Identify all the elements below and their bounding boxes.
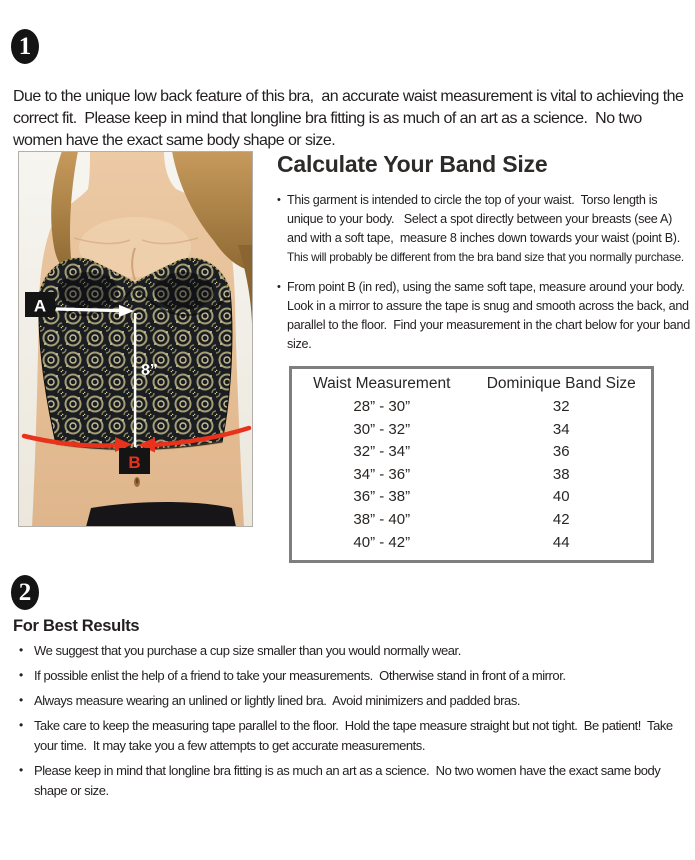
model-photo-illustration [18,151,253,527]
measurement-photo [18,151,253,527]
band-size-chart [289,366,654,563]
step-2-number: 2 [18,578,32,606]
waist-value: 40” - 42” [353,533,411,551]
tip-item [19,641,682,661]
tip-text: Take care to keep the measuring tape parallel to the floor. Hold the tape measure straight but not tight. Be patient! Take your time. It may take you a few attempts to get accurate measurements. [34,718,676,753]
waist-column-header: Waist Measurement [313,375,451,392]
step-1-badge [11,29,39,64]
band-size-instructions [277,191,694,354]
chart-header-row [291,368,653,397]
band-value: 34 [552,420,570,438]
chart-row [291,419,653,442]
intro-paragraph: Due to the unique low back feature of this bra, an accurate waist measurement is vital to achieving the correct fit. Please keep in mind that longline bra fitting is as much of an art as a science. No two women have the exact same body shape or size. [13,88,688,149]
vertical-measure-line [134,313,137,447]
chart-row [291,396,653,419]
chart-row [291,486,653,509]
instruction-2-text: From point B (in red), using the same soft tape, measure around your body. Look in a mirror to assure the tape is snug and smooth across the back, and parallel to the floor. Find your measurement in the chart below for your band size. [287,280,694,351]
waist-value: 36” - 38” [353,488,411,506]
tip-item [19,691,682,711]
band-value: 44 [552,533,570,551]
bullet-icon: • [277,194,281,206]
tip-text: We suggest that you purchase a cup size smaller than you would normally wear. [34,643,461,658]
band-value: 42 [552,510,570,528]
step-1-number: 1 [18,32,32,60]
step-2-badge [11,575,39,610]
arrow-a-line [56,309,121,311]
band-value: 40 [552,488,570,506]
band-column-header: Dominique Band Size [486,375,636,392]
chart-row [291,509,653,532]
bullet-icon: • [19,762,23,777]
tip-text: Always measure wearing an unlined or lightly lined bra. Avoid minimizers and padded bras. [34,693,521,709]
instruction-1-main: This garment is intended to circle the top of your waist. Torso length is unique to your body. Select a spot directly between your breasts (see A) and with a soft tape, measure 8 inches down towards your waist (point B). [287,193,690,245]
tip-item [19,716,682,755]
band-value: 38 [552,465,570,483]
instruction-item [277,278,694,354]
bullet-icon: • [19,718,23,733]
instruction-1-note: This will probably be different from the bra band size that you normally purchase. [287,250,684,264]
point-a-label: A [33,296,47,316]
waist-value: 34” - 36” [353,465,411,483]
band-size-section [277,151,694,551]
point-b-label: B [128,453,141,472]
best-results-heading: For Best Results [13,617,140,635]
waist-value: 30” - 32” [353,420,411,438]
tip-item [19,761,682,800]
bullet-icon: • [277,281,281,293]
waist-value: 38” - 40” [353,510,411,528]
bullet-icon: • [19,643,23,657]
tip-text: If possible enlist the help of a friend to take your measurements. Otherwise stand in front of a mirror. [34,668,566,684]
tip-item [19,666,682,686]
bullet-icon: • [19,668,23,683]
chart-row [291,532,653,562]
instruction-text [287,191,691,267]
waist-value: 28” - 30” [353,398,411,415]
band-value: 32 [552,398,570,415]
band-size-heading: Calculate Your Band Size [277,151,548,177]
waist-value: 32” - 34” [353,443,411,461]
best-results-list [19,641,682,806]
band-value: 36 [552,443,570,461]
tip-text: Please keep in mind that longline bra fitting is as much an art as a science. No two women have the exact same body shape or size. [34,762,664,798]
measurement-8in-label: 8” [141,362,158,379]
chart-row [291,441,653,464]
chart-row [291,464,653,487]
bullet-icon: • [19,693,23,708]
instruction-item [277,191,691,267]
